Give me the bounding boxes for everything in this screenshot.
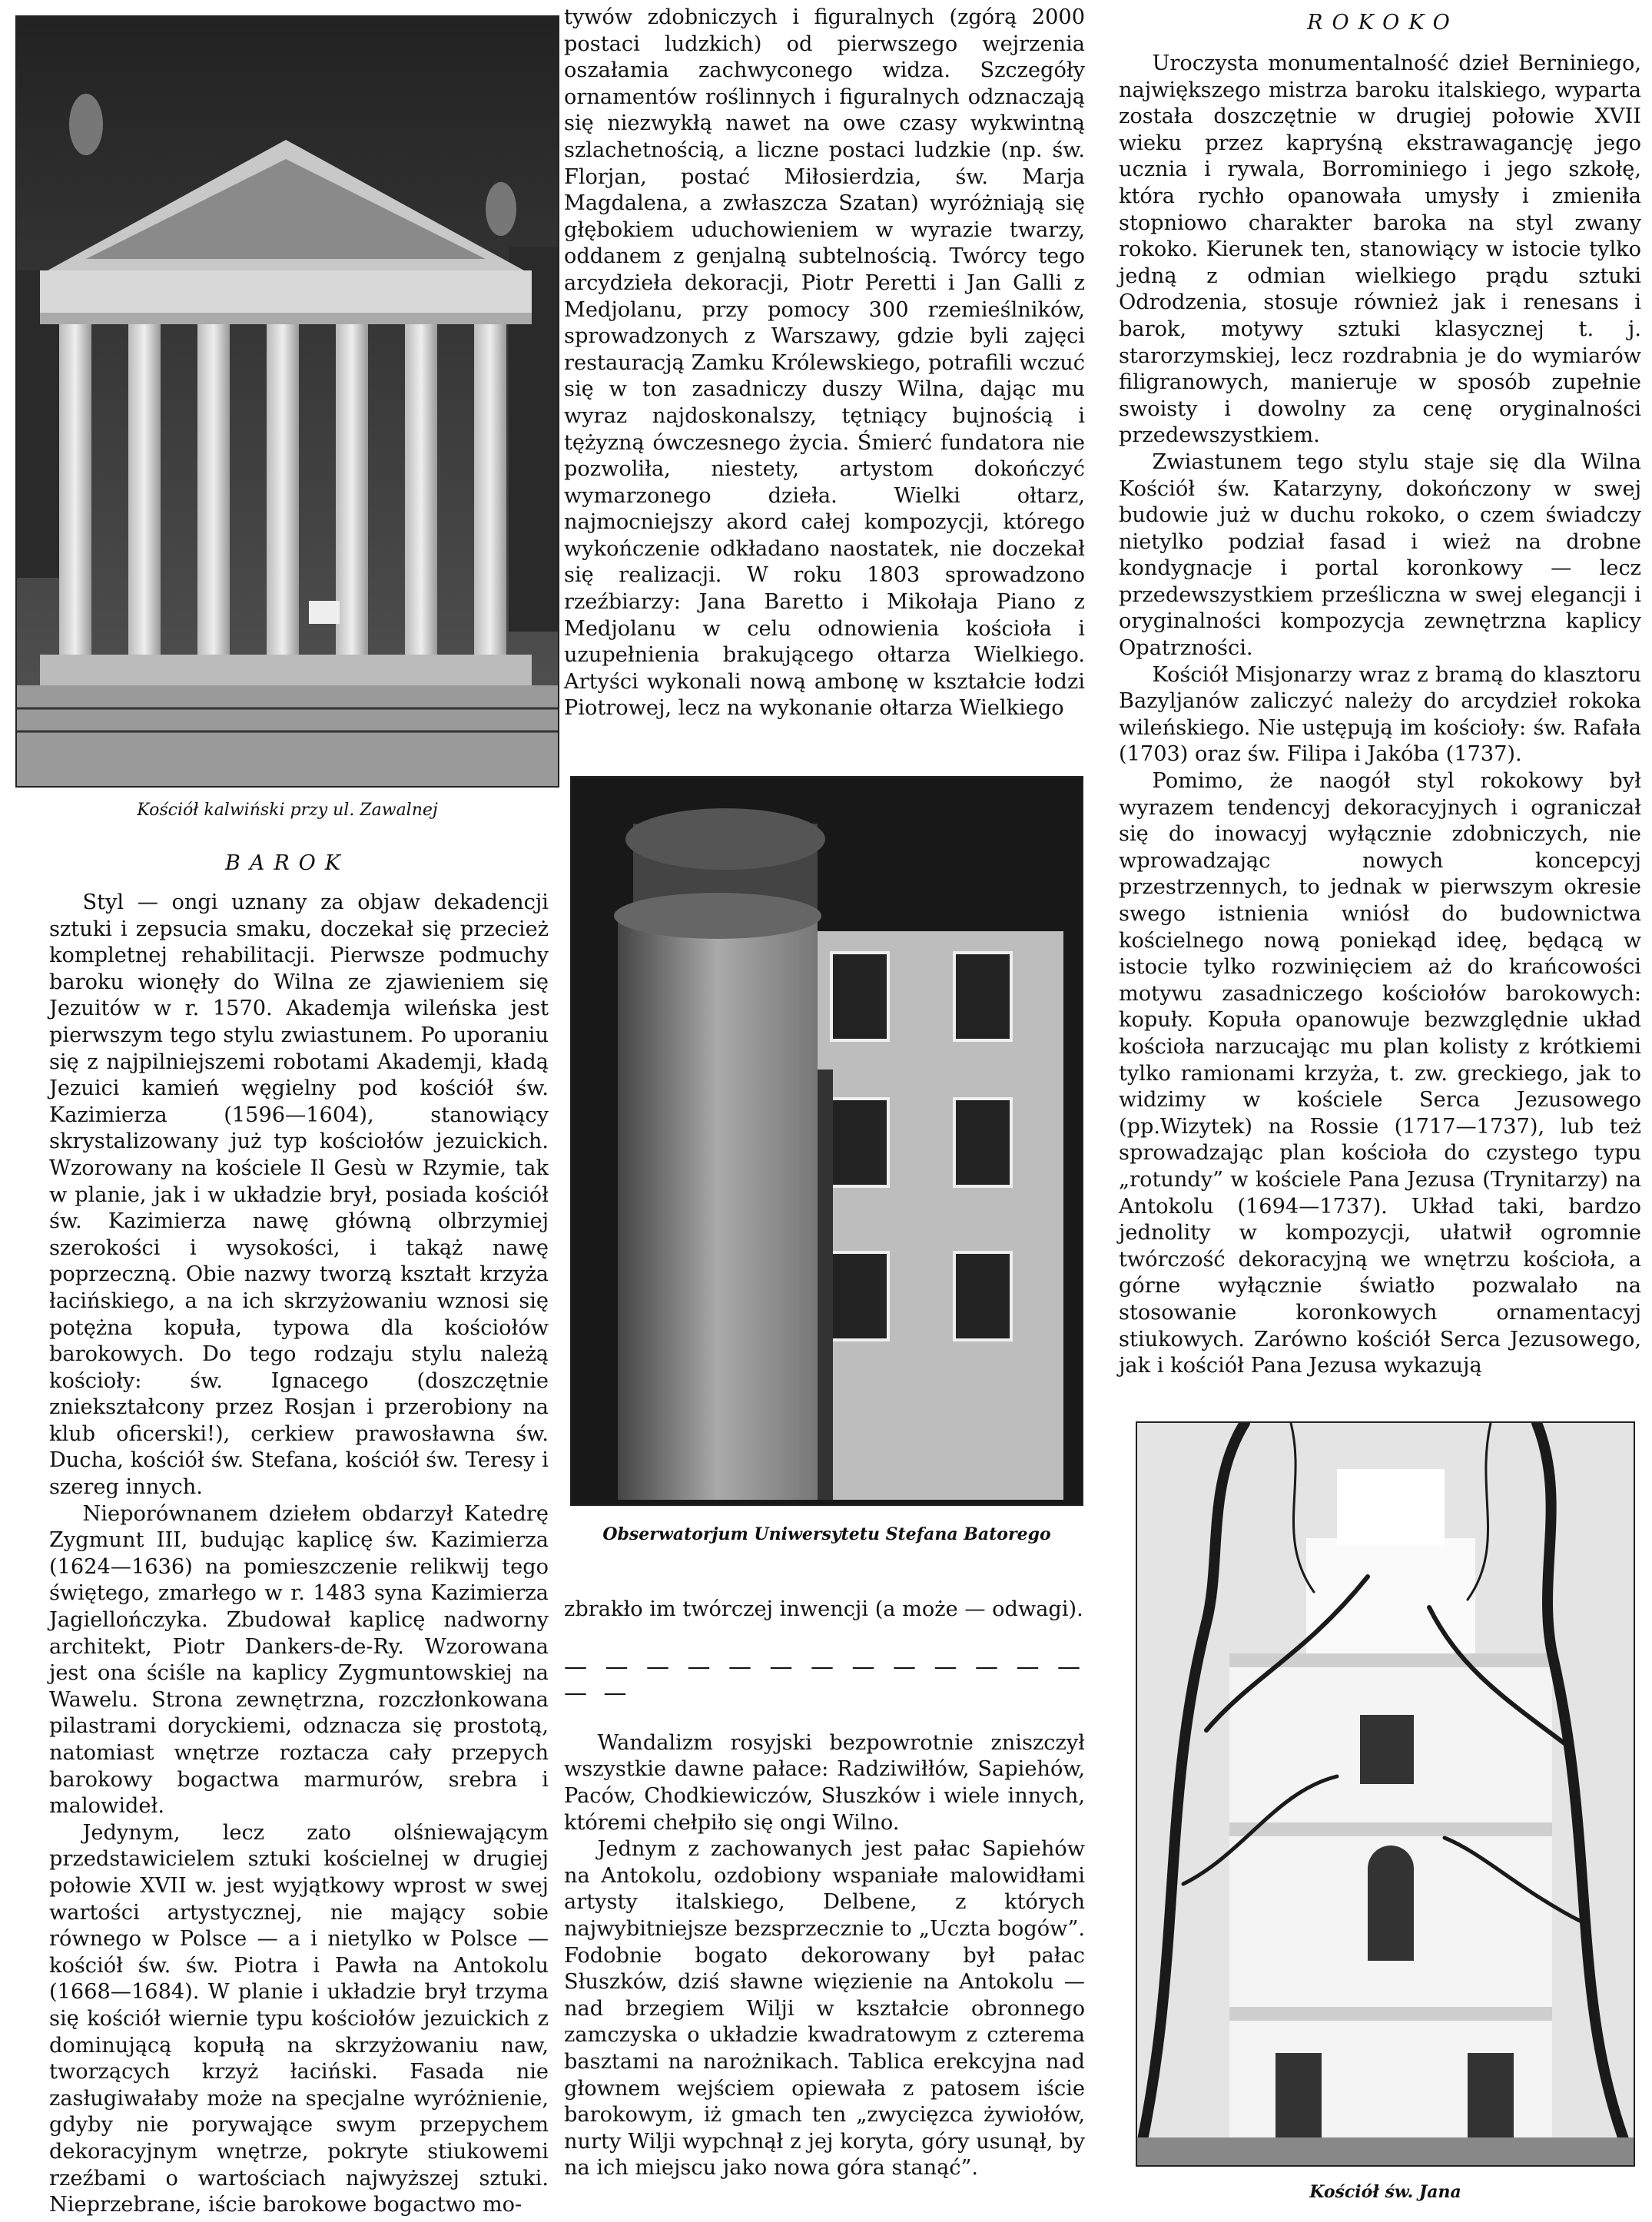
paragraph: Pomimo, że naogół styl rokokowy był wyrazem tendencyj dekoracyjnych i ograniczał się do inowacyj wyłącznie zdobniczych, nie wprowadzając nowych koncepcyj przestrzennych, to jednak w pierwszym okresie swego istnienia wniósł do budownictwa kościelnego nową poniekąd ideę, będącą w istocie tylko rozwinięciem aż do krańcowości motywu zasadniczego kościołów barokowych: kopuły. Kopuła opanowuje bezwzględnie układ kościoła narzucając mu plan kolisty z krótkiemi tylko ramionami krzyża, t. zw. greckiego, jak to widzimy w kościele Serca Jezusowego (pp.Wizytek) na Rossie (1717—1737), lub też sprowadzając plan kościoła do czystego typu „rotundy” w kościele Pana Jezusa (Trynitarzy) na Antokolu (1694—1737). Układ taki, bardzo jednolity w kompozycji, ułatwił ogromnie twórczość dekoracyjną we wnętrzu kościoła, a górne wyłącznie światło pozwalało na stosowanie koronkowych ornamentacyj stiukowych. Zarówno kościół Serca Jezusowego, jak i kościół Pana Jezusa wykazują <box>1119 769 1641 1378</box>
column-2-top-text <box>564 5 1085 722</box>
paragraph: Wandalizm rosyjski bezpowrotnie zniszczył wszystkie dawne pałace: Radziwiłłów, Sapiehów, Paców, Chodkiewiczów, Słuszków i wiele innych, któremi chełpiło się ongi Wilno. <box>564 1730 1085 1835</box>
paragraph: Jednym z zachowanych jest pałac Sapiehów na Antokolu, ozdobiony wspaniałe malowidłami artysty italskiego, Delbene, z których najwybitniejsze bezsprzecznie to „Uczta bogów”. Fodobnie bogato dekorowany był pałac Słuszków, dziś sławne więzienie na Antokolu — nad brzegiem Wilji w kształcie obronnego zamczyska o układzie kwadratowym z czterema basztami na narożnikach. Tablica erekcyjna nad głownem wejściem opiewała z patosem iście barokowym, iż gmach ten „zwycięzca żywiołów, nurty Wilji wypchnął z jej koryta, góry usunął, by na ich miejscu jako nowa góra stanąć”. <box>564 1837 1085 2181</box>
paragraph: Uroczysta monumentalność dzieł Berniniego, największego mistrza baroku italskiego, wyparta została doszczętnie w drugiej połowie XVII wieku przez kapryśną ekstrawagancję jego ucznia i rywala, Borrominiego i jego szkołę, która rychło opanowała umysły i zmieniła stopniowo charakter baroka na styl zwany rokoko. Kierunek ten, stanowiący w istocie tylko jedną z odmian wielkiego prądu sztuki Odrodzenia, stosuje również jak i renesans i barok, motywy sztuki klasycznej t. j. starorzymskiej, lecz rozdrabnia je do wymiarów filigranowych, manieruje w sposób zupełnie swoisty i dowolny za cenę oryginalności przedewszystkiem. <box>1119 51 1641 448</box>
photo-caption-st-john: Kościół św. Jana <box>1309 2182 1461 2202</box>
paragraph: Styl — ongi uznany za objaw dekadencji sztuki i zepsucia smaku, doczekał się przecież kompletnej rehabilitacji. Pierwsze podmuchy baroku wionęły do Wilna ze zjawieniem się Jezuitów w r. 1570. Akademja wileńska jest pierwszym tego stylu zwiastunem. Po uporaniu się z najpilniejszemi robotami Akademji, kładą Jezuici kamień węgielny pod kościół św. Kazimierza (1596—1604), stanowiący skrystalizowany już typ kościołów jezuickich. Wzorowany na kościele Il Gesù w Rzymie, tak w planie, jak i w układzie brył, posiada kościół św. Kazimierza nawę główną olbrzymiej szerokości i wysokości, i takąż nawę poprzeczną. Obie nazwy tworzą kształt krzyża łacińskiego, a na ich skrzyżowaniu wznosi się potężna kopuła, typowa dla kościołów barokowych. Do tego rodzaju stylu należą kościoły: św. Ignacego (doszczętnie zniekształcony przez Rosjan i przerobiony na klub oficerski!), cerkiew prawosławna św. Ducha, kościół św. Stefana, kościół św. Teresy i szereg innych. <box>49 890 549 1500</box>
section-separator: — — — — — — — — — — — — — — — <box>564 1653 1085 1707</box>
photo-caption-observatory: Obserwatorjum Uniwersytetu Stefana Batorego <box>602 1524 1051 1544</box>
heading-barok: BAROK <box>225 851 350 875</box>
heading-rokoko: ROKOKO <box>1307 11 1459 35</box>
paragraph: Zwiastunem tego stylu staje się dla Wilna Kościół św. Katarzyny, dokończony w swej budowie już w duchu rokoko, o czem świadczy nietylko podział fasad i wież na drobne kondygnacje i portal koronkowy — lecz przedewszystkiem prześliczna w swej elegancji i oryginalności kompozycja zewnętrzna kaplicy Opatrzności. <box>1119 449 1641 661</box>
paragraph: Nieporównanem dziełem obdarzył Katedrę Zygmunt III, budując kaplicę św. Kazimierza (1624—1636) na pomieszczenie relikwij tego świętego, zmarłego w r. 1483 syna Kazimierza Jagiellończyka. Zbudował kaplicę nadworny architekt, Piotr Dankers-de-Ry. Wzorowana jest ona ściśle na kaplicy Zygmuntowskiej na Wawelu. Strona zewnętrzna, rozczłonkowana pilastrami doryckiemi, odznacza się prostotą, natomiast wnętrze roztacza cały przepych barokowy bogactwa marmurów, srebra i malowideł. <box>49 1501 549 1819</box>
column-2-bottom-text <box>564 1597 1085 2182</box>
observatory-illustration <box>572 778 1082 1504</box>
photo-observatory <box>570 776 1083 1506</box>
photo-calvinist-church <box>15 15 559 788</box>
column-3-text <box>1119 51 1641 1380</box>
church-tower-illustration <box>1137 1423 1634 2165</box>
paragraph: Jedynym, lecz zato olśniewającym przedstawicielem sztuki kościelnej w drugiej połowie XVII w. jest wyjątkowy wprost w swej wartości artystycznej, nie mający sobie równego w Polsce — a i nietylko w Polsce — kościół św. św. Piotra i Pawła na Antokolu (1668—1684). W planie i układzie brył trzyma się kościół wiernie typu kościołów jezuickich z dominującą kopułą na skrzyżowaniu naw, tworzących krzyż łaciński. Fasada nie zasługiwałaby może na specjalne wyróżnienie, gdyby nie porywające swym przepychem dekoracyjnym wnętrze, pokryte stiukowemi rzeźbami o wartościach najwyższej sztuki. Nieprzebrane, iście barokowe bogactwo mo- <box>49 1820 549 2217</box>
paragraph: Kościół Misjonarzy wraz z bramą do klasztoru Bazyljanów zaliczyć należy do arcydzieł rokoka wileńskiego. Nie ustępują im kościoły: św. Rafała (1703) oraz św. Filipa i Jakóba (1737). <box>1119 662 1641 767</box>
paragraph: tywów zdobniczych i figuralnych (zgórą 2000 postaci ludzkich) od pierwszego wejrzenia oszałamia zachwyconego widza. Szczegóły ornamentów roślinnych i figuralnych odznaczają się niezwykłą nawet na owe czasy wykwintną szlachetnością, a liczne postaci ludzkie (np. św. Florjan, postać Miłosierdzia, św. Marja Magdalena, a zwłaszcza Szatan) wyróżniają się głębokiem uduchowieniem w wyrazie twarzy, oddanem z genjalną subtelnością. Twórcy tego arcydzieła dekoracji, Piotr Peretti i Jan Galli z Medjolanu, przy pomocy 300 rzemieślników, sprowadzonych z Warszawy, gdzie byli zajęci restauracją Zamku Królewskiego, potrafili wczuć się w ton zasadniczy duszy Wilna, dając mu wyraz najdoskonalszy, tętniący bujnością i tężyzną ówczesnego życia. Śmierć fundatora nie pozwoliła, niestety, artystom dokończyć wymarzonego dzieła. Wielki ołtarz, najmocniejszy akord całej kompozycji, którego wykończenie odkładano naostatek, nie doczekał się realizacji. W roku 1803 sprowadzono rzeźbiarzy: Jana Baretto i Mikołaja Piano z Medjolanu w celu odnowienia kościoła i uzupełnienia brakującego ołtarza Wielkiego. Artyści wykonali nową ambonę w kształcie łodzi Piotrowej, lecz na wykonanie ołtarza Wielkiego <box>564 5 1085 721</box>
column-1-text <box>49 890 549 2219</box>
church-facade-illustration <box>17 17 558 786</box>
photo-caption-calvinist: Kościół kalwiński przy ul. Zawalnej <box>137 801 438 820</box>
photo-st-john-church <box>1136 1421 1635 2167</box>
paragraph: zbrakło im twórczej inwencji (a może — odwagi). <box>564 1597 1083 1621</box>
